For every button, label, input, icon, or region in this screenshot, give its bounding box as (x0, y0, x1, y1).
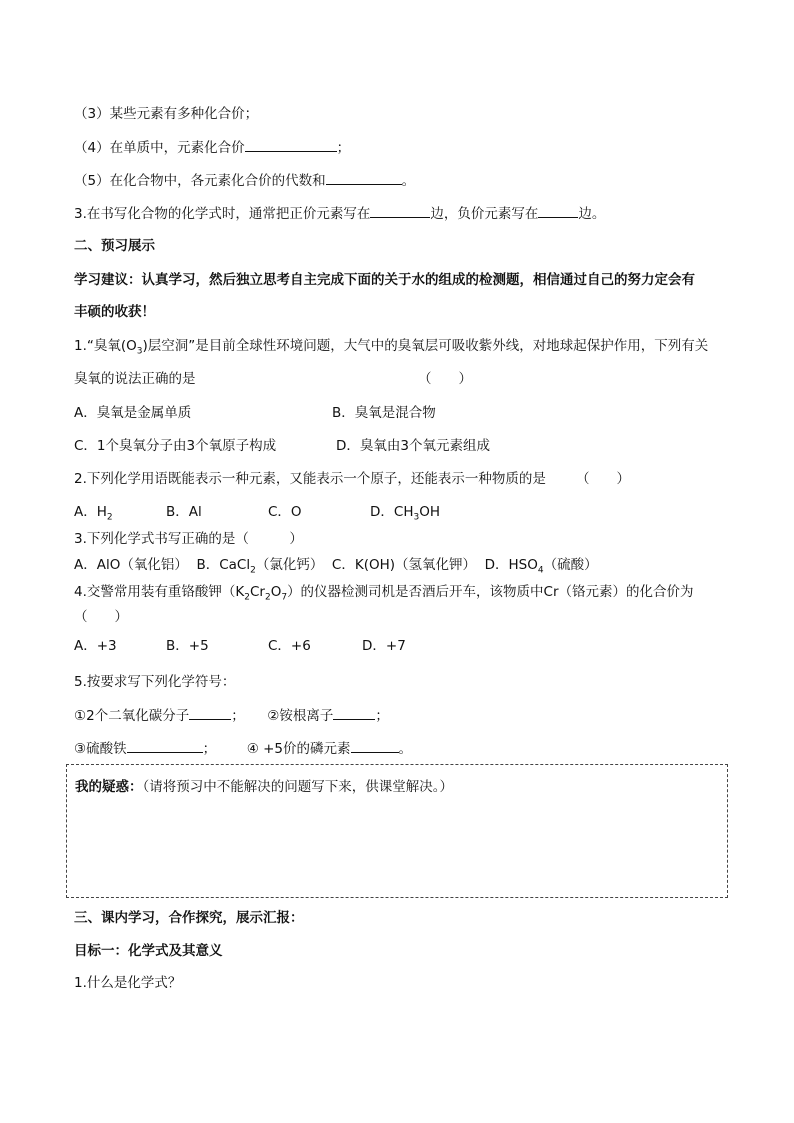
q4-option-b[interactable]: B．+5 (166, 638, 209, 654)
review-item-6-end: 边。 (578, 206, 606, 222)
q3-options (74, 555, 598, 575)
review-item-6-mid: 边，负价元素写在 (430, 206, 539, 222)
q2-option-a[interactable] (74, 502, 113, 522)
q5-row-1 (74, 705, 389, 726)
q1-option-c[interactable]: C．1个臭氧分子由3个氧原子构成 (74, 438, 277, 454)
answer-blank[interactable] (127, 738, 203, 753)
answer-blank[interactable] (370, 203, 430, 218)
q3-option-b-text: B．CaCl (196, 557, 251, 573)
study-advice-line-1: 学习建议：认真学习，然后独立思考自主完成下面的关于水的组成的检测题，相信通过自己的努力定会有 (74, 272, 695, 288)
q5-item-c: ③硫酸铁 (74, 741, 127, 757)
review-item-5 (74, 170, 415, 191)
q2-option-d-text-end: OH (419, 504, 440, 520)
answer-blank[interactable] (189, 705, 231, 720)
my-doubts-label: 我的疑惑： (75, 779, 143, 795)
q4-option-a[interactable]: A．+3 (74, 638, 117, 654)
q1-option-d[interactable]: D．臭氧由3个氧元素组成 (336, 438, 490, 454)
q1-text-cont: )层空洞”是目前全球性环境问题，大气中的臭氧层可吸收紫外线，对地球起保护作用，下列有关 (142, 338, 709, 354)
q1-answer-paren[interactable]: （ ） (418, 371, 472, 387)
punct: 。 (401, 173, 416, 189)
punct: ； (375, 708, 389, 724)
q3-option-a[interactable]: A．AlO（氧化铝） (74, 557, 188, 573)
section-3-title: 三、课内学习，合作探究，展示汇报： (74, 910, 304, 926)
punct: ； (202, 741, 217, 757)
q3-stem: 3.下列化学式书写正确的是（ ） (74, 531, 303, 547)
q1-option-a[interactable]: A．臭氧是金属单质 (74, 405, 192, 421)
review-item-4 (74, 137, 350, 158)
q2-option-c[interactable]: C．O (268, 504, 302, 520)
q5-row-2 (74, 738, 412, 759)
q3-option-d-text: D．HSO (484, 557, 538, 573)
q4-text-o: O (270, 584, 282, 600)
subscript: 3 (136, 346, 143, 357)
q2-option-d[interactable] (370, 502, 440, 522)
q2-text: 2.下列化学用语既能表示一种元素，又能表示一个原子，还能表示一种物质的是 (74, 471, 546, 487)
subscript: 4 (537, 565, 544, 576)
q2-option-a-text: A．H (74, 504, 107, 520)
answer-blank[interactable] (245, 137, 337, 152)
goal-1-title: 目标一：化学式及其意义 (74, 943, 223, 959)
q4-text-end: ）的仪器检测司机是否酒后开车，该物质中Cr（铬元素）的化合价为 (287, 584, 694, 600)
my-doubts-box[interactable] (66, 764, 728, 898)
q3-option-d-text-end: （硫酸） (543, 557, 598, 573)
my-doubts-prompt (75, 775, 453, 795)
q1-text-2: 臭氧的说法正确的是 (74, 371, 196, 387)
q4-text: 4.交警常用装有重铬酸钾（K (74, 584, 245, 600)
subscript: 2 (264, 592, 271, 603)
section-3-q1: 1.什么是化学式？ (74, 975, 182, 991)
review-item-3 (74, 104, 258, 124)
punct: 。 (398, 741, 412, 757)
q2-option-b[interactable]: B．Al (166, 504, 202, 520)
q3-option-d[interactable] (484, 557, 598, 576)
q5-item-b: ②铵根离子 (267, 708, 334, 724)
q4-text-cr: Cr (249, 584, 265, 600)
q1-stem-line-1 (74, 336, 708, 356)
punct: ； (231, 708, 245, 724)
q4-option-c[interactable]: C．+6 (268, 638, 311, 654)
q4-answer-paren[interactable]: （ ） (74, 609, 128, 625)
q5-item-d: ④ +5价的磷元素 (246, 741, 351, 757)
review-item-6-text: 3.在书写化合物的化学式时，通常把正价元素写在 (74, 206, 371, 222)
q2-option-d-text: D．CH (370, 504, 414, 520)
punct: ； (336, 140, 351, 156)
q1-stem-line-2 (74, 369, 196, 389)
section-2-title: 二、预习展示 (74, 238, 155, 254)
q2-stem (74, 469, 546, 489)
q4-option-d[interactable]: D．+7 (362, 638, 406, 654)
q1-option-b[interactable]: B．臭氧是混合物 (332, 405, 436, 421)
my-doubts-instructions: （请将预习中不能解决的问题写下来，供课堂解决。） (142, 779, 453, 795)
q5-stem: 5.按要求写下列化学符号： (74, 674, 236, 690)
answer-blank[interactable] (538, 203, 578, 218)
subscript: 2 (106, 512, 113, 523)
review-item-3-text: （3）某些元素有多种化合价； (74, 106, 259, 122)
answer-blank[interactable] (333, 705, 375, 720)
q5-item-a: ①2个二氧化碳分子 (74, 708, 190, 724)
subscript: 2 (250, 565, 256, 576)
q3-option-b-text-end: （氯化钙） (255, 557, 324, 573)
q1-text: 1.“臭氧(O (74, 338, 137, 354)
answer-blank[interactable] (326, 170, 402, 185)
review-item-6 (74, 203, 605, 224)
q4-stem (74, 582, 694, 602)
review-item-4-text: （4）在单质中，元素化合价 (74, 140, 245, 156)
subscript: 7 (281, 592, 288, 603)
review-item-5-text: （5）在化合物中，各元素化合价的代数和 (74, 173, 326, 189)
q3-option-c[interactable]: C．K(OH)（氢氧化钾） (331, 557, 477, 573)
q2-answer-paren[interactable]: （ ） (576, 471, 630, 487)
q3-option-b[interactable] (196, 557, 324, 576)
study-advice-line-2: 丰硕的收获！ (74, 304, 155, 320)
answer-blank[interactable] (351, 738, 399, 753)
subscript: 2 (244, 592, 250, 603)
subscript: 3 (413, 512, 420, 523)
